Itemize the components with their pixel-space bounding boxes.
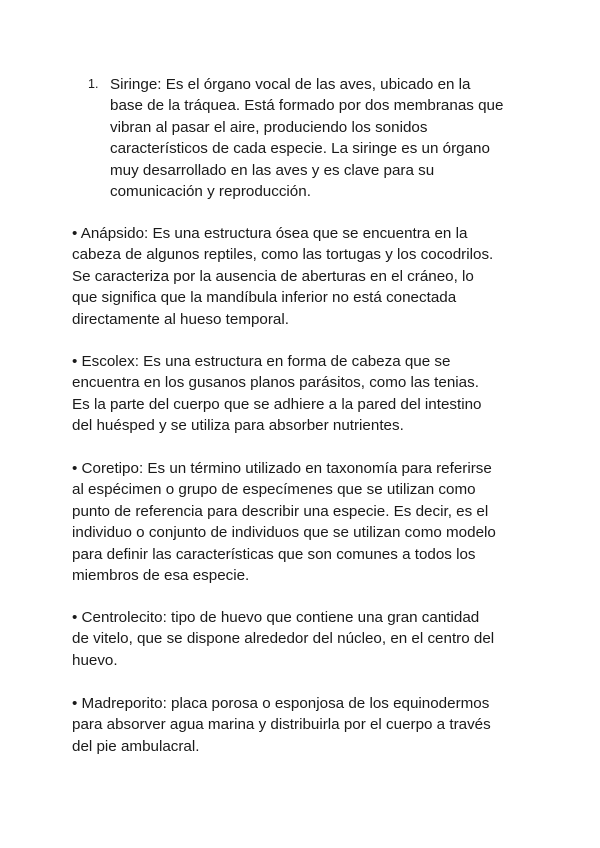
coretipo-definition: • Coretipo: Es un término utilizado en taxonomía para referirse al espécimen o grupo de especímenes que se utilizan como punto de referencia para describir una especie. Es decir, es el individuo o conjunto de individuos que se utilizan como modelo para definir las características que son comunes a todos los miembros de esa especie. bbox=[72, 460, 496, 585]
anapsido-definition: • Anápsido: Es una estructura ósea que se encuentra en la cabeza de algunos reptiles, como las tortugas y los cocodrilos. Se caracteriza por la ausencia de aberturas en el cráneo, lo que significa que la mandíbula inferior no está conectada directamente al hueso temporal. bbox=[72, 225, 494, 328]
centrolecito-definition: • Centrolecito: tipo de huevo que contiene una gran cantidad de vitelo, que se dispone alrededor del núcleo, en el centro del huevo. bbox=[72, 609, 495, 669]
madreporito-definition: • Madreporito: placa porosa o esponjosa de los equinodermos para absorver agua marina y distribuirla por el cuerpo a través del pie ambulacral. bbox=[72, 695, 491, 755]
siringe-definition: Siringe: Es el órgano vocal de las aves, ubicado en la base de la tráquea. Está formado por dos membranas que vibran al pasar el aire, produciendo los sonidos característicos de cada especie. La siringe es un órgano muy desarrollado en las aves y es clave para su comunicación y reproducción. bbox=[110, 76, 504, 201]
escolex-definition: • Escolex: Es una estructura en forma de cabeza que se encuentra en los gusanos planos parásitos, como las tenias. Es la parte del cuerpo que se adhiere a la pared del intestino del huésped y se utiliza para absorber nutrientes. bbox=[72, 353, 482, 435]
list-number: 1. bbox=[88, 77, 99, 91]
